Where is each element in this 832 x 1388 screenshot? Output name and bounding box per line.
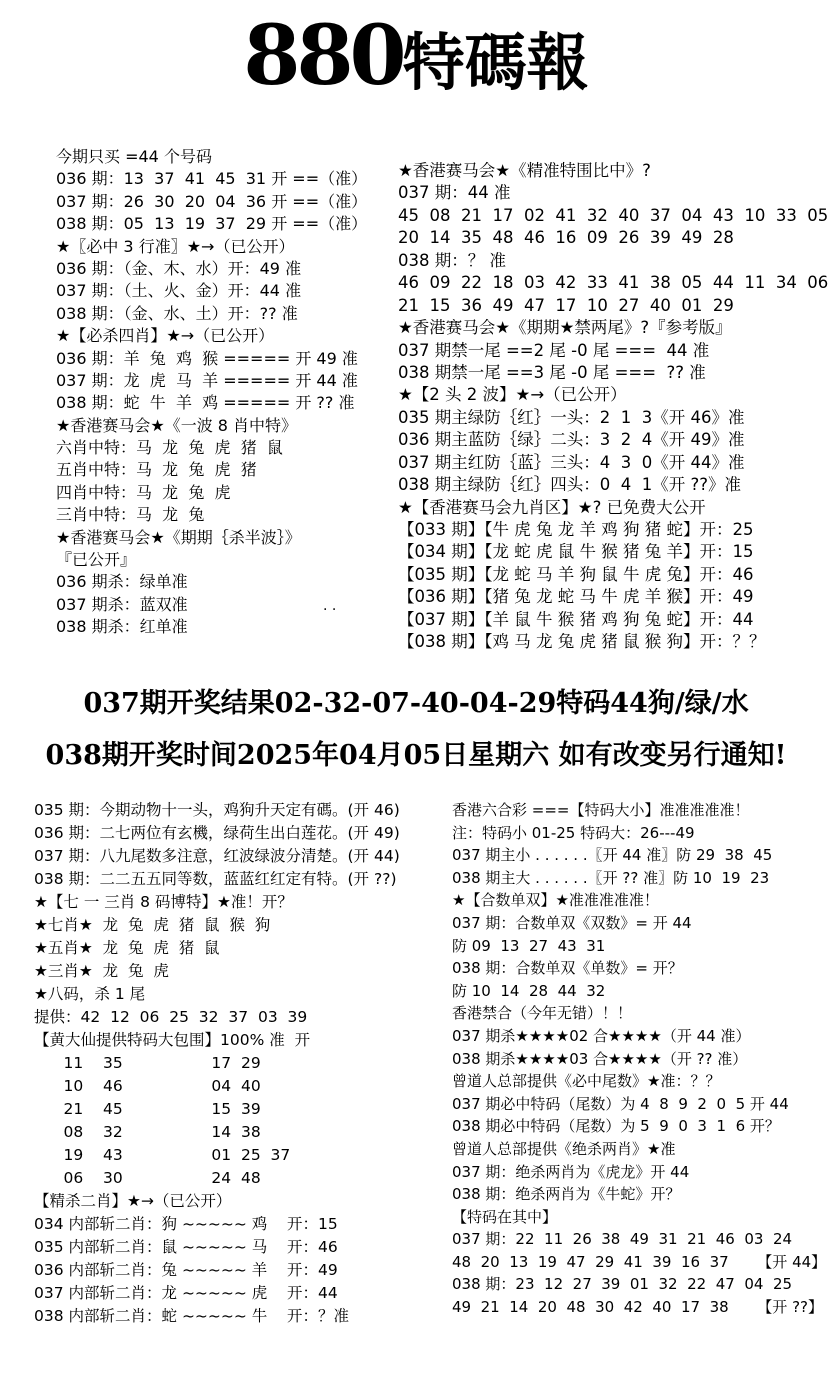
- right-top-line: 037 期：44 准: [398, 183, 511, 203]
- left-top-line: 四肖中特：马 龙 兔 虎: [56, 482, 231, 502]
- right-top-line: ★香港赛马会★《精准特围比中》?: [398, 161, 651, 180]
- right-top-line: 038 期禁一尾 ==3 尾 -0 尾 === ?? 准: [398, 362, 706, 382]
- right-top-line: 46 09 22 18 03 42 33 41 38 05 44 11 34 06: [398, 273, 829, 293]
- left-top-line: 036 期杀：绿单准: [56, 572, 188, 592]
- right-bottom-line: 曾道人总部提供《绝杀两肖》★准: [452, 1139, 676, 1158]
- left-top-line: 038 期杀：红单准: [56, 617, 188, 637]
- left-bottom-line: 035 期：今期动物十一头，鸡狗升天定有碼。(开 46): [34, 801, 400, 819]
- left-top-line: 036 期：（金、木、水）开：49 准: [56, 258, 302, 278]
- right-top-line: 035 期主绿防｛红｝一头：2 1 3《开 46》准: [398, 407, 745, 427]
- right-bottom-line: 香港禁合（今年无错）！！: [452, 1004, 633, 1023]
- right-bottom-line: 防 10 14 28 44 32: [452, 981, 606, 1000]
- left-bottom-line: 19 43 01 25 37: [34, 1146, 291, 1164]
- left-bottom-line: ★八码，杀 1 尾: [34, 985, 146, 1003]
- right-bottom-line: 037 期：22 11 26 38 49 31 21 46 03 24: [452, 1230, 793, 1249]
- left-bottom-line: 038 期：二二五五同等数，蓝蓝红红定有特。(开 ??): [34, 870, 397, 888]
- draw-result-line: 037期开奖结果02-32-07-40-04-29特码44狗/绿/水: [83, 688, 749, 719]
- left-bottom-line: 034 内部斩二肖：狗 ~~~~~ 鸡 开：15: [34, 1215, 338, 1233]
- left-top-line: 038 期：05 13 19 37 29 开 ==（准）: [56, 214, 368, 234]
- right-bottom-line: 曾道人总部提供《必中尾数》★准：？？: [452, 1072, 721, 1091]
- right-bottom-line: 注：特码小 01-25 特码大：26---49: [452, 823, 695, 842]
- right-top-line: ★香港赛马会★《期期★禁两尾》?『参考版』: [398, 318, 732, 338]
- right-bottom-line: 038 期杀★★★★03 合★★★★（开 ?? 准）: [452, 1049, 748, 1068]
- left-bottom-line: 037 内部斩二肖：龙 ~~~~~ 虎 开：44: [34, 1284, 338, 1302]
- right-top-line: 038 期主绿防｛红｝四头：0 4 1《开 ??》准: [398, 475, 741, 495]
- right-top-line: 038 期：？ 准: [398, 250, 506, 270]
- left-top-line: 038 期：蛇 牛 羊 鸡 ===== 开 ?? 准: [56, 393, 355, 413]
- left-bottom-line: 036 期：二七两位有玄機，绿荷生出白莲花。(开 49): [34, 824, 400, 842]
- right-bottom-line: 038 期：合数单双《单数》= 开？: [452, 959, 683, 978]
- right-top-line: 20 14 35 48 46 16 09 26 39 49 28: [398, 228, 734, 248]
- left-bottom-line: 【精杀二肖】★→（已公开）: [34, 1192, 232, 1210]
- left-bottom-line: 038 内部斩二肖：蛇 ~~~~~ 牛 开：？准: [34, 1307, 350, 1325]
- right-top-line: 【034 期】【龙 蛇 虎 鼠 牛 猴 猪 兔 羊】开：15: [398, 542, 754, 562]
- left-top-line: 037 期：（土、火、金）开：44 准: [56, 281, 302, 301]
- right-top-line: 【038 期】【鸡 马 龙 兔 虎 猪 鼠 猴 狗】开：？？: [398, 632, 766, 652]
- left-top-line: 今期只买 =44 个号码: [56, 147, 212, 166]
- left-bottom-line: ★三肖★ 龙 兔 虎: [34, 962, 169, 980]
- stray-dots: . .: [323, 598, 337, 614]
- left-bottom-line: ★七肖★ 龙 兔 虎 猪 鼠 猴 狗: [34, 916, 271, 934]
- left-bottom-line: 提供：42 12 06 25 32 37 03 39: [34, 1008, 308, 1026]
- right-bottom-line: 49 21 14 20 48 30 42 40 17 38 【开 ??】: [452, 1298, 823, 1317]
- right-bottom-line: 037 期主小 . . . . . .〖开 44 准〗防 29 38 45: [452, 846, 773, 865]
- left-top-line: 036 期：羊 兔 鸡 猴 ===== 开 49 准: [56, 348, 358, 368]
- left-bottom-line: 11 35 17 29: [34, 1054, 261, 1072]
- right-top-line: 【035 期】【龙 蛇 马 羊 狗 鼠 牛 虎 兔】开：46: [398, 564, 754, 584]
- left-bottom-line: ★【七 一 三肖 8 码博特】★准！开？: [34, 893, 293, 911]
- left-top-line: 037 期杀：蓝双准: [56, 594, 188, 614]
- left-bottom-line: ★五肖★ 龙 兔 虎 猪 鼠: [34, 939, 220, 957]
- right-top-line: 036 期主蓝防｛绿｝二头：3 2 4《开 49》准: [398, 430, 745, 450]
- left-bottom-line: 035 内部斩二肖：鼠 ~~~~~ 马 开：46: [34, 1238, 338, 1256]
- left-top-line: ★【必杀四肖】★→（已公开）: [56, 326, 275, 346]
- right-top-line: ★【香港赛马会九肖区】★? 已免费大公开: [398, 497, 706, 517]
- right-top-line: 【033 期】【牛 虎 兔 龙 羊 鸡 狗 猪 蛇】开：25: [398, 520, 754, 539]
- left-bottom-line: 08 32 14 38: [34, 1123, 261, 1141]
- left-top-line: 五肖中特：马 龙 兔 虎 猪: [56, 460, 257, 480]
- right-bottom-line: 038 期：23 12 27 39 01 32 22 47 04 25: [452, 1275, 793, 1294]
- right-bottom-line: 香港六合彩 ===【特码大小】准准准准准！: [452, 801, 750, 819]
- right-bottom-line: 【特码在其中】: [452, 1207, 558, 1226]
- right-top-line: ★【2 头 2 波】★→（已公开）: [398, 385, 627, 405]
- masthead-name: 特碼報: [402, 26, 589, 99]
- left-top-line: ★香港赛马会★《期期｛杀半波｝》: [56, 527, 301, 547]
- left-top-line: 六肖中特：马 龙 兔 虎 猪 鼠: [56, 438, 283, 458]
- right-top-line: 037 期禁一尾 ==2 尾 -0 尾 === 44 准: [398, 340, 710, 360]
- left-top-line: 036 期：13 37 41 45 31 开 ==（准）: [56, 169, 368, 189]
- left-bottom-line: 21 45 15 39: [34, 1100, 261, 1118]
- masthead-number: 880: [243, 8, 403, 104]
- right-top-line: 【036 期】【猪 兔 龙 蛇 马 牛 虎 羊 猴】开：49: [398, 587, 754, 607]
- right-top-line: 【037 期】【羊 鼠 牛 猴 猪 鸡 狗 兔 蛇】开：44: [398, 609, 754, 629]
- right-bottom-line: 038 期必中特码（尾数）为 5 9 0 3 1 6 开？: [452, 1117, 780, 1136]
- right-bottom-line: 038 期：绝杀两肖为《牛蛇》开？: [452, 1185, 681, 1204]
- left-top-column: [56, 146, 396, 639]
- right-bottom-line: ★【合数单双】★准准准准准！: [452, 891, 659, 910]
- left-bottom-line: 036 内部斩二肖：兔 ~~~~~ 羊 开：49: [34, 1261, 338, 1279]
- right-top-column: [398, 160, 830, 654]
- right-bottom-column: [452, 799, 830, 1319]
- right-top-line: 037 期主红防｛蓝｝三头：4 3 0《开 44》准: [398, 452, 745, 472]
- right-bottom-line: 48 20 13 19 47 29 41 39 16 37 【开 44】: [452, 1252, 827, 1271]
- right-bottom-line: 037 期杀★★★★02 合★★★★（开 44 准）: [452, 1026, 751, 1045]
- left-bottom-line: 【黄大仙提供特码大包围】100% 准 开: [34, 1031, 311, 1049]
- right-bottom-line: 038 期主大 . . . . . .〖开 ?? 准〗防 10 19 23: [452, 868, 770, 887]
- left-bottom-column: [34, 799, 462, 1328]
- right-bottom-line: 037 期：合数单双《双数》= 开 44: [452, 913, 692, 932]
- left-bottom-line: 037 期：八九尾数多注意，红波绿波分清楚。(开 44): [34, 847, 400, 865]
- right-bottom-line: 037 期必中特码（尾数）为 4 8 9 2 0 5 开 44: [452, 1094, 789, 1113]
- left-bottom-line: 06 30 24 48: [34, 1169, 261, 1187]
- left-top-line: 038 期：（金、水、土）开：?? 准: [56, 303, 298, 323]
- right-top-line: 21 15 36 49 47 17 10 27 40 01 29: [398, 295, 734, 315]
- left-bottom-line: 10 46 04 40: [34, 1077, 261, 1095]
- left-top-line: ★香港赛马会★《一波 8 肖中特》: [56, 415, 298, 435]
- next-draw-notice: 038期开奖时间2025年04月05日星期六 如有改变另行通知!: [45, 740, 787, 771]
- right-top-line: 45 08 21 17 02 41 32 40 37 04 43 10 33 05: [398, 205, 829, 225]
- masthead-title: [0, 8, 832, 104]
- left-top-line: 三肖中特：马 龙 兔: [56, 505, 205, 525]
- left-top-line: 037 期：26 30 20 04 36 开 ==（准）: [56, 191, 368, 211]
- right-bottom-line: 037 期：绝杀两肖为《虎龙》开 44: [452, 1162, 690, 1181]
- left-top-line: ★〖必中 3 行准〗★→（已公开）: [56, 236, 295, 256]
- right-bottom-line: 防 09 13 27 43 31: [452, 936, 606, 955]
- left-top-line: 037 期：龙 虎 马 羊 ===== 开 44 准: [56, 370, 358, 390]
- left-top-line: 『已公开』: [56, 550, 137, 570]
